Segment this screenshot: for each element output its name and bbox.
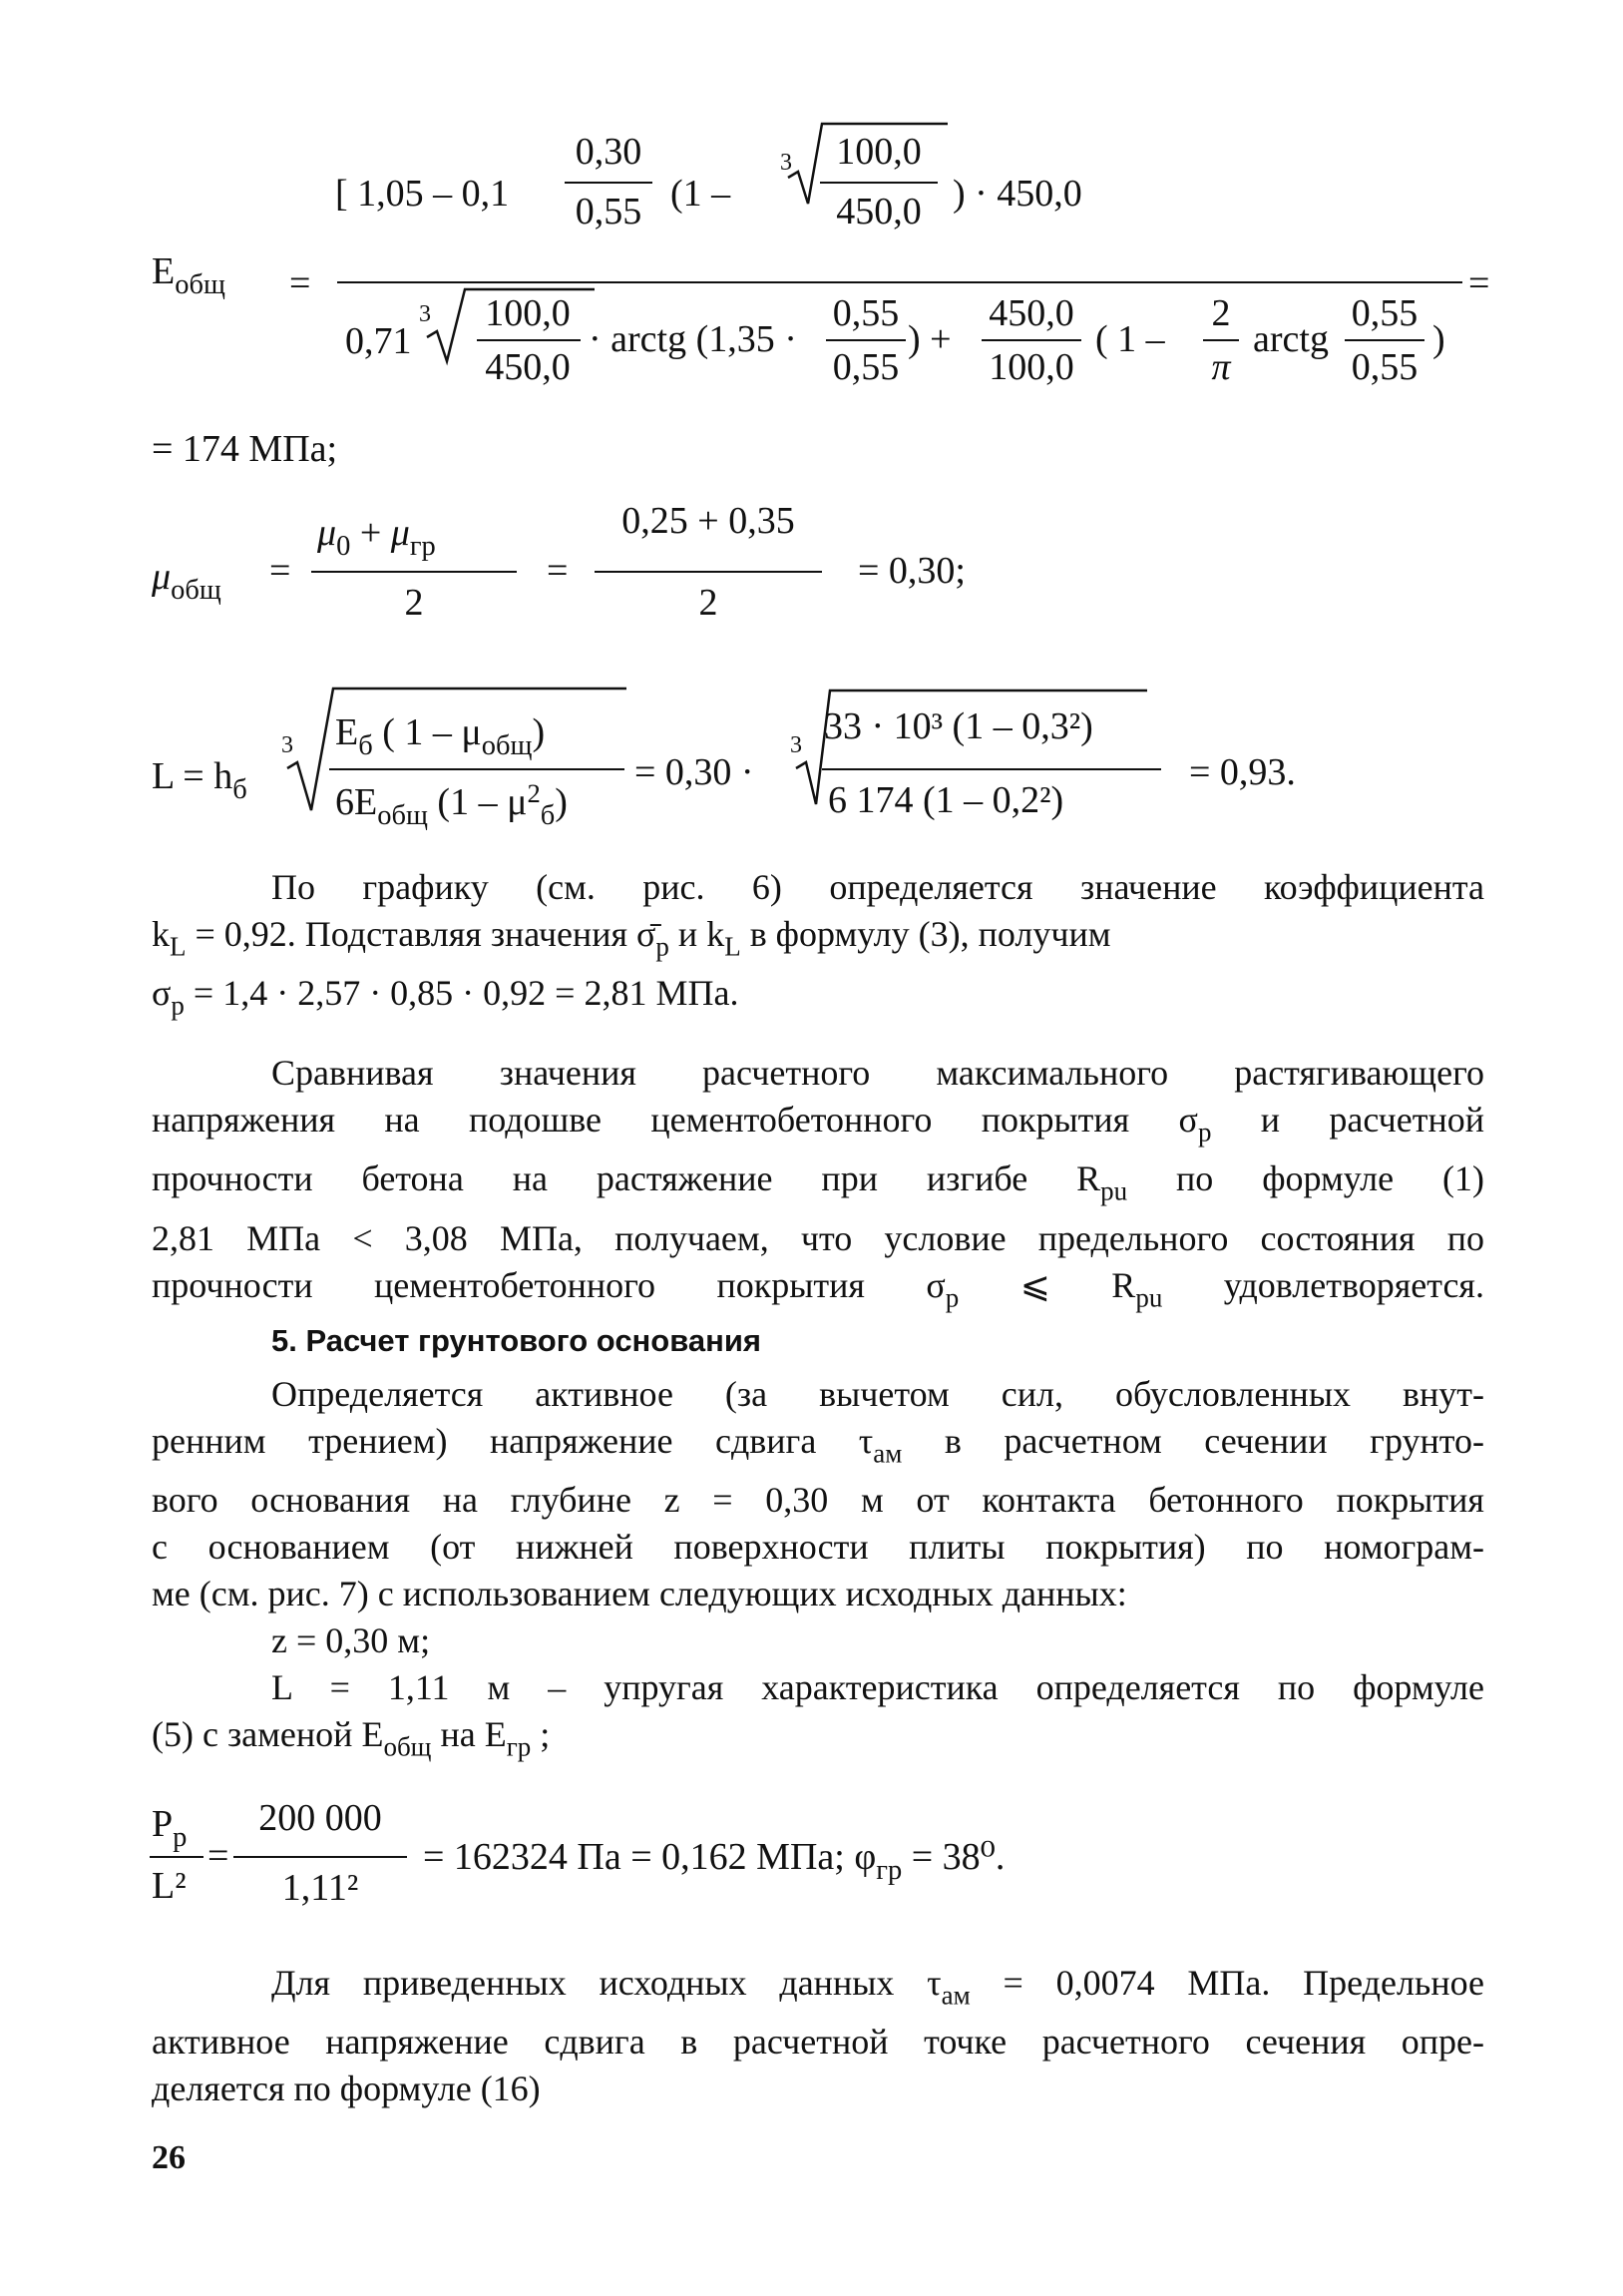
radical-sign bbox=[287, 689, 626, 810]
formula-e-den-f1-den: 0,55 bbox=[832, 346, 900, 388]
text-line: ренним трением) напряжение сдвига $\tau_{ам}$ в расчетном сечении грунто- bbox=[152, 1421, 1484, 1469]
text-line: По графику (см. рис. 6) определяется значение коэффициента bbox=[271, 867, 1484, 907]
root-index: 3 bbox=[419, 301, 431, 327]
formula-e-num-mid: (1 – bbox=[670, 173, 731, 215]
root-index: 3 bbox=[780, 150, 792, 176]
formula-l-mid: = 0,30 · bbox=[634, 751, 754, 793]
formula-e-den-arctg2: arctg bbox=[1253, 318, 1329, 360]
radical-sign bbox=[788, 124, 948, 204]
text-line: ме (см. рис. 7) с использованием следующих исходных данных: bbox=[152, 1574, 1127, 1614]
formula-l-r1-num: $E_б$ ( $1 - \mu_{общ}$) bbox=[335, 711, 546, 761]
text-line: вого основания на глубине z = 0,30 м от контакта бетонного покрытия bbox=[152, 1480, 1484, 1521]
text-line: z = 0,30 м; bbox=[271, 1620, 431, 1661]
radical-sign bbox=[427, 289, 595, 361]
paragraph-shear-stress bbox=[152, 1960, 1484, 2112]
text-line: Сравнивая значения расчетного максимального растягивающего bbox=[271, 1053, 1484, 1093]
formula-e-den-root-den: 450,0 bbox=[485, 346, 571, 388]
formula-e-num-open: [ 1,05 – 0,1 bbox=[335, 173, 510, 215]
text-line: прочности бетона на растяжение при изгибе $R_{pu}$ по формуле (1) bbox=[152, 1158, 1485, 1206]
formula-e-den-paren: ( 1 – bbox=[1095, 318, 1165, 360]
formula-l-lhs: $L = h_б$ bbox=[152, 755, 247, 805]
formula-mu-f2-den: 2 bbox=[698, 582, 718, 624]
formula-e-den-f2-den: 100,0 bbox=[989, 346, 1074, 388]
fraction-bar bbox=[233, 1856, 407, 1858]
formula-p-f-num: 200 000 bbox=[258, 1797, 382, 1839]
section-heading: 5. Расчет грунтового основания bbox=[271, 1323, 761, 1358]
paragraph-graph-coefficient bbox=[152, 864, 1484, 1030]
formula-e-den-f4-num: 0,55 bbox=[1351, 292, 1419, 334]
formula-mu-f1-den: 2 bbox=[404, 582, 424, 624]
text-line: Для приведенных исходных данных $\tau_{ам} = 0,0074$ МПа. Предельное bbox=[271, 1963, 1485, 2011]
formula-e-den-f4-den: 0,55 bbox=[1351, 346, 1419, 388]
equals-sign: = bbox=[269, 550, 291, 592]
formula-e-lhs: $E_{общ}$ bbox=[152, 250, 225, 300]
radical-sign bbox=[796, 690, 1147, 804]
formula-e-den-coef: 0,71 bbox=[345, 320, 412, 362]
text-line: Определяется активное (за вычетом сил, обусловленных внут- bbox=[271, 1374, 1484, 1414]
formula-e-den-root-num: 100,0 bbox=[485, 292, 571, 334]
formula-l-result: = 0,93. bbox=[1189, 751, 1296, 793]
text-line: напряжения на подошве цементобетонного покрытия $\sigma_р$ и расчетной bbox=[152, 1100, 1485, 1148]
formula-e-den-f3-num: 2 bbox=[1211, 292, 1231, 334]
text-line: (5) с заменой $E_{общ}$ на $E_{гр}$ ; bbox=[152, 1714, 551, 1762]
formula-e-num-frac1-num: 0,30 bbox=[575, 131, 642, 173]
formula-p-result: = 162324 Па = 0,162 МПа; $\varphi_{гр} = 38^0$. bbox=[423, 1836, 1006, 1886]
equals-sign: = bbox=[289, 262, 311, 304]
paragraph-soil-base bbox=[152, 1371, 1484, 1771]
formula-e-den-close: ) bbox=[1432, 318, 1445, 360]
equals-sign: = bbox=[547, 550, 569, 592]
root-index: 3 bbox=[281, 732, 293, 758]
equals-sign: = bbox=[207, 1835, 229, 1877]
formula-e-root-num: 100,0 bbox=[836, 131, 922, 173]
formula-e-result: = 174 МПа; bbox=[152, 428, 338, 470]
formula-p-den: L² bbox=[152, 1865, 187, 1907]
text-line: активное напряжение сдвига в расчетной точке расчетного сечения опре- bbox=[152, 2022, 1484, 2063]
text-line: L = 1,11 м – упругая характеристика определяется по формуле bbox=[271, 1667, 1484, 1708]
formula-e-root-den: 450,0 bbox=[836, 191, 922, 232]
equals-sign: = bbox=[1468, 262, 1490, 304]
formula-e-den-plus: ) + bbox=[908, 318, 952, 360]
formula-l-r2-num: 33 · 10³ (1 – 0,3²) bbox=[824, 705, 1093, 747]
text-line: 2,81 МПа < 3,08 МПа, получаем, что условие предельного состояния по bbox=[152, 1217, 1484, 1258]
formula-mu-f1-num: $\mu_0 + \mu_{гр}$ bbox=[317, 512, 436, 562]
formula-e-den-arctg1: · arctg (1,35 · bbox=[589, 318, 797, 360]
fraction-bar bbox=[150, 1856, 203, 1858]
text-line: $\sigma_р = 1,4 \cdot 2,57 \cdot 0,85 \cdot 0,92 = 2,81$ МПа. bbox=[152, 973, 739, 1021]
formula-e-den-f2-num: 450,0 bbox=[989, 292, 1074, 334]
formula-p-f-den: 1,11² bbox=[281, 1867, 359, 1909]
text-line: прочности цементобетонного покрытия $\sigma_р$ ⩽ $R_{pu}$ удовлетворяется. bbox=[152, 1264, 1484, 1313]
page-number: 26 bbox=[152, 2139, 186, 2176]
text-line: с основанием (от нижней поверхности плиты покрытия) по номограм- bbox=[152, 1527, 1484, 1568]
formula-e-den-f3-den: π bbox=[1211, 346, 1231, 388]
formula-p-num: $P_p$ bbox=[152, 1803, 188, 1853]
formula-mu-f2-num: 0,25 + 0,35 bbox=[621, 500, 795, 542]
root-index: 3 bbox=[790, 732, 802, 758]
formula-mu-lhs: $\mu_{общ}$ bbox=[152, 556, 221, 606]
text-line: деляется по формуле (16) bbox=[152, 2068, 541, 2109]
formula-l-r2-den: 6 174 (1 – 0,2²) bbox=[828, 779, 1064, 821]
formula-mu-result: = 0,30; bbox=[858, 550, 966, 592]
paragraph-comparison bbox=[152, 1050, 1484, 1321]
formula-e-num-close: ) · 450,0 bbox=[953, 173, 1082, 215]
text-line: $k_L = 0,92$. Подставляя значения $\sigmā_р$ и $k_L$ в формулу (3), получим bbox=[152, 914, 1111, 962]
formula-e-den-f1-num: 0,55 bbox=[832, 292, 900, 334]
formula-l-r1-den: $6E_{общ}$ $(1 - \mu^2_б)$ bbox=[335, 778, 568, 831]
formula-e-num-frac1-den: 0,55 bbox=[575, 191, 642, 232]
